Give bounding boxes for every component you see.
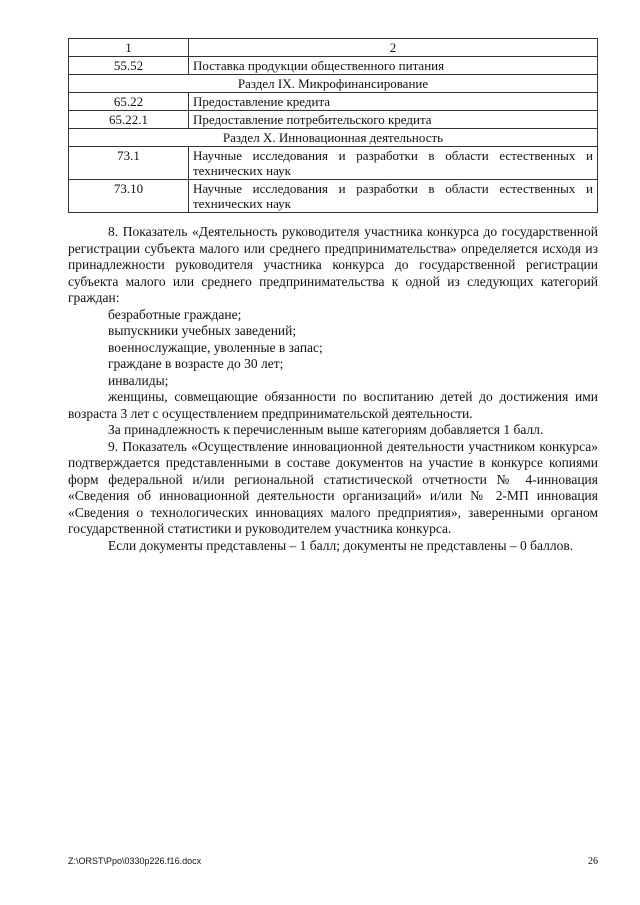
code-cell: 65.22: [69, 93, 189, 111]
activity-codes-table: [68, 38, 598, 213]
list-item: военнослужащие, уволенные в запас;: [108, 339, 323, 355]
description-cell: Предоставление кредита: [189, 93, 598, 111]
table-row: [69, 147, 598, 180]
table-row: [69, 57, 598, 75]
code-cell: 65.22.1: [69, 111, 189, 129]
paragraph-8: 8. Показатель «Деятельность руководителя участника конкурса до государственной регистрации субъекта малого или среднего предпринимательства» определяется исходя из принадлежности руководителя участника конкурса до государственной регистрации субъекта малого или среднего предпринимательства к одной из следующих категорий граждан:: [68, 224, 598, 305]
section-row: [69, 129, 598, 147]
list-item: безработные граждане;: [108, 306, 242, 322]
list-item-women: женщины, совмещающие обязанности по воспитанию детей до достижения ими возраста 3 лет с осуществлением предпринимательской деятельности.: [68, 389, 598, 421]
table-row: [69, 93, 598, 111]
table-row: [69, 180, 598, 213]
page-number: 26: [588, 856, 598, 867]
code-cell: 55.52: [69, 57, 189, 75]
list-item: инвалиды;: [108, 372, 169, 388]
page-footer: [68, 856, 598, 867]
header-cell-1: 1: [69, 39, 189, 57]
section-row: [69, 75, 598, 93]
description-cell: Научные исследования и разработки в области естественных и технических наук: [189, 180, 598, 213]
paragraph-9: 9. Показатель «Осуществление инновационной деятельности участником конкурса» подтверждается представленными в составе документов на участие в конкурсе копиями форм федеральной и/или региональной статистической отчетности № 4-инновация «Сведения об инновационной деятельности организаций» и/или № 2-МП инновация «Сведения о технологических инновациях малого предприятия», заверенными органом государственной статистики и руководителем участника конкурса.: [68, 438, 598, 536]
section-heading: Раздел IX. Микрофинансирование: [69, 75, 598, 93]
description-cell: Поставка продукции общественного питания: [189, 57, 598, 75]
table-row: [69, 111, 598, 129]
description-cell: Предоставление потребительского кредита: [189, 111, 598, 129]
file-path: Z:\ORST\Ppo\0330p226.f16.docx: [68, 856, 202, 866]
score-paragraph: Если документы представлены – 1 балл; документы не представлены – 0 баллов.: [108, 537, 574, 553]
table-header-row: [69, 39, 598, 57]
header-cell-2: 2: [189, 39, 598, 57]
document-body: [68, 224, 598, 554]
list-item: выпускники учебных заведений;: [108, 323, 297, 338]
code-cell: 73.1: [69, 147, 189, 180]
section-heading: Раздел X. Инновационная деятельность: [69, 129, 598, 147]
code-cell: 73.10: [69, 180, 189, 213]
bonus-paragraph: За принадлежность к перечисленным выше категориям добавляется 1 балл.: [108, 422, 544, 437]
description-cell: Научные исследования и разработки в области естественных и технических наук: [189, 147, 598, 180]
list-item: граждане в возрасте до 30 лет;: [108, 356, 284, 371]
